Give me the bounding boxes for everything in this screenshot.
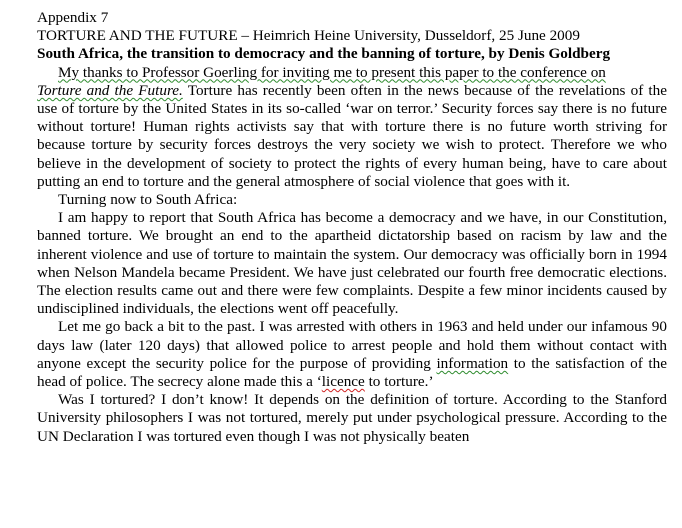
intro-lead-text: My thanks to Professor Goerling for inviting me to present this paper to the conference on — [58, 63, 606, 81]
conference-title-text: Torture and the Future. — [37, 81, 183, 99]
paragraph-tortured: Was I tortured? I don’t know! It depends on the definition of torture. According to the Stanford University philosophers I was not tortured, merely put under psychological pressure. According to the UN Declaration I was tortured even though I was not physically beaten — [37, 391, 667, 445]
appendix-label: Appendix 7 — [37, 9, 109, 26]
arrest-text-before: Let me go back a bit to the past. I was arrested with others in 1963 and held under our infamous 90 days law (later 120 days) that allowed police to arrest people and hold them without contact with anyone except the security police for the purpose of providing — [37, 318, 667, 372]
paragraph-democracy: I am happy to report that South Africa has become a democracy and we have, in our Constitution, banned torture. We brought an end to the apartheid dictatorship based on racism by law and the inherent violence and use of torture to maintain the system. Our democracy was officially born in 1994 when Nelson Mandela became President. We have just celebrated our fourth free democratic elections. The election results came out and there were few complaints. Despite a few minor incidents caused by undisciplined individuals, the elections went off peacefully. — [37, 209, 667, 318]
paper-title: South Africa, the transition to democracy and the banning of torture, by Denis Goldberg — [37, 45, 611, 63]
document-page — [37, 9, 667, 446]
intro-rest-text: Torture has recently been often in the news because of the revelations of the use of torture by the United States in its so-called ‘war on terror.’ Security forces say there is no future without torture! Human rights activists say that with torture there is no future worth striving for because torture by security forces destroys the very society we wish to protect. Therefore we who believe in the development of society to protect the rights of every human being, have to care about putting an end to torture and the general atmosphere of social violence that goes with it. — [37, 81, 667, 190]
information-word: information — [436, 354, 509, 372]
paragraph-turning: Turning now to South Africa: — [58, 191, 238, 209]
paragraph-intro — [37, 64, 667, 191]
arrest-text-middle: to the satisfaction of the head of police. The secrecy alone made this a ‘ — [37, 354, 667, 391]
licence-word: licence — [321, 373, 365, 391]
event-line: TORTURE AND THE FUTURE – Heimrich Heine University, Dusseldorf, 25 June 2009 — [37, 27, 580, 45]
arrest-text-after: to torture.’ — [364, 373, 434, 391]
paragraph-arrest — [37, 318, 667, 391]
